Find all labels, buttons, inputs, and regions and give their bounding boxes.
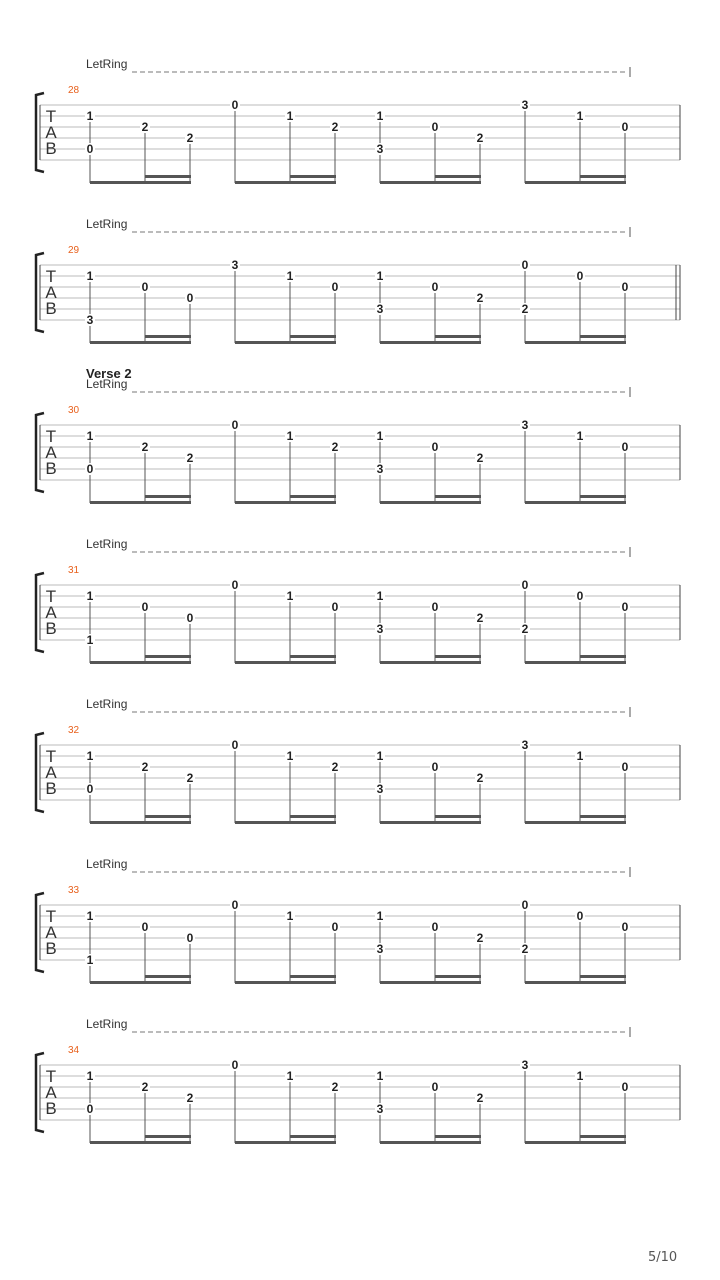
beam-primary (380, 501, 481, 504)
tab-clef-letter: T (45, 747, 57, 766)
fret-number: 1 (286, 1069, 294, 1083)
tab-clef-letter: B (45, 459, 57, 478)
fret-number: 0 (141, 920, 149, 934)
fret-number: 0 (431, 440, 439, 454)
fret-number: 0 (621, 920, 629, 934)
measure-number: 28 (68, 85, 80, 96)
fret-number: 1 (376, 269, 384, 283)
fret-number: 2 (186, 451, 194, 465)
tab-clef-letter: B (45, 619, 57, 638)
beam-secondary (290, 975, 336, 978)
beam-primary (380, 341, 481, 344)
letring-label: LetRing (86, 697, 128, 711)
beam-primary (90, 501, 191, 504)
fret-number: 1 (376, 429, 384, 443)
measure-number: 30 (68, 405, 80, 416)
fret-number: 1 (376, 749, 384, 763)
fret-number: 0 (621, 600, 629, 614)
fret-number: 0 (521, 898, 529, 912)
fret-number: 0 (86, 462, 94, 476)
beam-primary (235, 181, 336, 184)
beam-primary (525, 181, 626, 184)
fret-number: 3 (231, 258, 239, 272)
fret-number: 0 (231, 1058, 239, 1072)
beam-primary (525, 1141, 626, 1144)
tab-clef-letter: T (45, 267, 57, 286)
beam-secondary (580, 655, 626, 658)
fret-number: 0 (186, 291, 194, 305)
fret-number: 1 (86, 749, 94, 763)
tab-clef-letter: A (45, 763, 57, 782)
beam-primary (90, 341, 191, 344)
fret-number: 1 (576, 429, 584, 443)
beam-secondary (145, 655, 191, 658)
fret-number: 2 (476, 611, 484, 625)
beam-secondary (435, 335, 481, 338)
fret-number: 2 (186, 131, 194, 145)
section-label: Verse 2 (86, 366, 132, 381)
fret-number: 3 (376, 942, 384, 956)
tab-clef-letter: B (45, 139, 57, 158)
beam-secondary (290, 495, 336, 498)
fret-number: 1 (576, 749, 584, 763)
fret-number: 0 (431, 760, 439, 774)
fret-number: 2 (141, 120, 149, 134)
fret-number: 1 (86, 269, 94, 283)
fret-number: 2 (331, 440, 339, 454)
beam-secondary (580, 975, 626, 978)
fret-number: 0 (576, 589, 584, 603)
measure-number: 29 (68, 245, 80, 256)
fret-number: 2 (476, 291, 484, 305)
fret-number: 1 (376, 589, 384, 603)
fret-number: 0 (186, 931, 194, 945)
fret-number: 3 (376, 302, 384, 316)
beam-secondary (435, 815, 481, 818)
beam-secondary (145, 335, 191, 338)
tab-clef-letter: T (45, 1067, 57, 1086)
beam-secondary (580, 175, 626, 178)
beam-primary (525, 341, 626, 344)
beam-primary (90, 181, 191, 184)
fret-number: 0 (576, 269, 584, 283)
letring-label: LetRing (86, 1017, 128, 1031)
fret-number: 1 (86, 589, 94, 603)
tab-clef-letter: A (45, 283, 57, 302)
beam-secondary (580, 815, 626, 818)
fret-number: 0 (521, 258, 529, 272)
beam-primary (235, 661, 336, 664)
system-30 (36, 366, 680, 504)
tab-clef-letter: T (45, 427, 57, 446)
fret-number: 1 (86, 109, 94, 123)
fret-number: 2 (186, 771, 194, 785)
fret-number: 0 (231, 578, 239, 592)
fret-number: 2 (521, 302, 529, 316)
beam-secondary (290, 1135, 336, 1138)
beam-secondary (580, 335, 626, 338)
beam-primary (90, 1141, 191, 1144)
fret-number: 3 (376, 462, 384, 476)
fret-number: 0 (621, 440, 629, 454)
fret-number: 1 (286, 909, 294, 923)
letring-label: LetRing (86, 57, 128, 71)
letring-label: LetRing (86, 217, 128, 231)
fret-number: 0 (186, 611, 194, 625)
fret-number: 1 (286, 429, 294, 443)
system-31 (36, 537, 680, 664)
fret-number: 1 (576, 109, 584, 123)
tab-clef-letter: T (45, 107, 57, 126)
fret-number: 0 (231, 898, 239, 912)
fret-number: 2 (476, 131, 484, 145)
measure-number: 31 (68, 565, 80, 576)
fret-number: 3 (376, 782, 384, 796)
fret-number: 3 (86, 313, 94, 327)
system-34 (36, 1017, 680, 1144)
fret-number: 2 (141, 1080, 149, 1094)
tab-clef-letter: B (45, 1099, 57, 1118)
measure-number: 32 (68, 725, 80, 736)
fret-number: 1 (576, 1069, 584, 1083)
beam-secondary (435, 1135, 481, 1138)
fret-number: 1 (376, 909, 384, 923)
fret-number: 3 (376, 622, 384, 636)
beam-primary (380, 981, 481, 984)
beam-primary (525, 661, 626, 664)
tab-clef-letter: T (45, 587, 57, 606)
fret-number: 1 (286, 589, 294, 603)
tab-clef-letter: A (45, 443, 57, 462)
beam-secondary (435, 655, 481, 658)
page-number: 5/10 (648, 1250, 678, 1265)
beam-primary (380, 1141, 481, 1144)
fret-number: 0 (621, 280, 629, 294)
fret-number: 0 (141, 600, 149, 614)
fret-number: 0 (331, 600, 339, 614)
system-29 (36, 217, 680, 344)
beam-primary (235, 981, 336, 984)
letring-label: LetRing (86, 857, 128, 871)
beam-secondary (435, 975, 481, 978)
beam-primary (380, 821, 481, 824)
measure-number: 33 (68, 885, 80, 896)
beam-primary (90, 661, 191, 664)
fret-number: 0 (141, 280, 149, 294)
tab-clef-letter: A (45, 1083, 57, 1102)
fret-number: 0 (621, 760, 629, 774)
beam-secondary (290, 815, 336, 818)
fret-number: 2 (331, 760, 339, 774)
fret-number: 0 (576, 909, 584, 923)
measure-number: 34 (68, 1045, 80, 1056)
fret-number: 3 (376, 1102, 384, 1116)
fret-number: 0 (231, 418, 239, 432)
tab-clef-letter: A (45, 603, 57, 622)
tab-clef-letter: A (45, 923, 57, 942)
fret-number: 1 (376, 109, 384, 123)
tab-clef-letter: B (45, 299, 57, 318)
beam-primary (90, 981, 191, 984)
beam-primary (380, 661, 481, 664)
fret-number: 2 (186, 1091, 194, 1105)
fret-number: 0 (621, 1080, 629, 1094)
beam-primary (380, 181, 481, 184)
tab-clef-letter: B (45, 779, 57, 798)
fret-number: 3 (521, 98, 529, 112)
system-33 (36, 857, 680, 984)
beam-secondary (580, 495, 626, 498)
fret-number: 0 (331, 920, 339, 934)
beam-primary (90, 821, 191, 824)
fret-number: 2 (141, 440, 149, 454)
beam-secondary (290, 175, 336, 178)
fret-number: 2 (331, 1080, 339, 1094)
fret-number: 2 (476, 771, 484, 785)
fret-number: 0 (431, 280, 439, 294)
beam-secondary (145, 175, 191, 178)
fret-number: 3 (521, 1058, 529, 1072)
fret-number: 0 (86, 1102, 94, 1116)
fret-number: 1 (86, 429, 94, 443)
beam-secondary (145, 1135, 191, 1138)
beam-secondary (435, 175, 481, 178)
tab-clef-letter: T (45, 907, 57, 926)
fret-number: 3 (521, 418, 529, 432)
beam-secondary (290, 655, 336, 658)
fret-number: 1 (286, 749, 294, 763)
beam-primary (525, 821, 626, 824)
fret-number: 3 (376, 142, 384, 156)
letring-label: LetRing (86, 377, 128, 391)
fret-number: 0 (231, 738, 239, 752)
fret-number: 2 (476, 931, 484, 945)
fret-number: 1 (86, 633, 94, 647)
tab-clef-letter: A (45, 123, 57, 142)
letring-label: LetRing (86, 537, 128, 551)
fret-number: 1 (286, 109, 294, 123)
fret-number: 2 (331, 120, 339, 134)
fret-number: 0 (431, 600, 439, 614)
fret-number: 2 (476, 1091, 484, 1105)
beam-primary (235, 821, 336, 824)
system-28 (36, 57, 680, 184)
beam-primary (235, 501, 336, 504)
fret-number: 3 (521, 738, 529, 752)
fret-number: 0 (86, 782, 94, 796)
beam-secondary (435, 495, 481, 498)
beam-primary (525, 981, 626, 984)
beam-secondary (145, 975, 191, 978)
beam-primary (525, 501, 626, 504)
fret-number: 0 (621, 120, 629, 134)
fret-number: 2 (521, 622, 529, 636)
fret-number: 1 (376, 1069, 384, 1083)
fret-number: 1 (86, 1069, 94, 1083)
fret-number: 0 (431, 1080, 439, 1094)
fret-number: 0 (86, 142, 94, 156)
fret-number: 0 (431, 120, 439, 134)
fret-number: 0 (431, 920, 439, 934)
fret-number: 0 (331, 280, 339, 294)
beam-primary (235, 341, 336, 344)
beam-primary (235, 1141, 336, 1144)
fret-number: 2 (476, 451, 484, 465)
system-32 (36, 697, 680, 824)
fret-number: 0 (231, 98, 239, 112)
fret-number: 1 (286, 269, 294, 283)
fret-number: 1 (86, 909, 94, 923)
fret-number: 2 (141, 760, 149, 774)
fret-number: 2 (521, 942, 529, 956)
beam-secondary (145, 495, 191, 498)
fret-number: 0 (521, 578, 529, 592)
tab-clef-letter: B (45, 939, 57, 958)
beam-secondary (145, 815, 191, 818)
fret-number: 1 (86, 953, 94, 967)
beam-secondary (290, 335, 336, 338)
beam-secondary (580, 1135, 626, 1138)
